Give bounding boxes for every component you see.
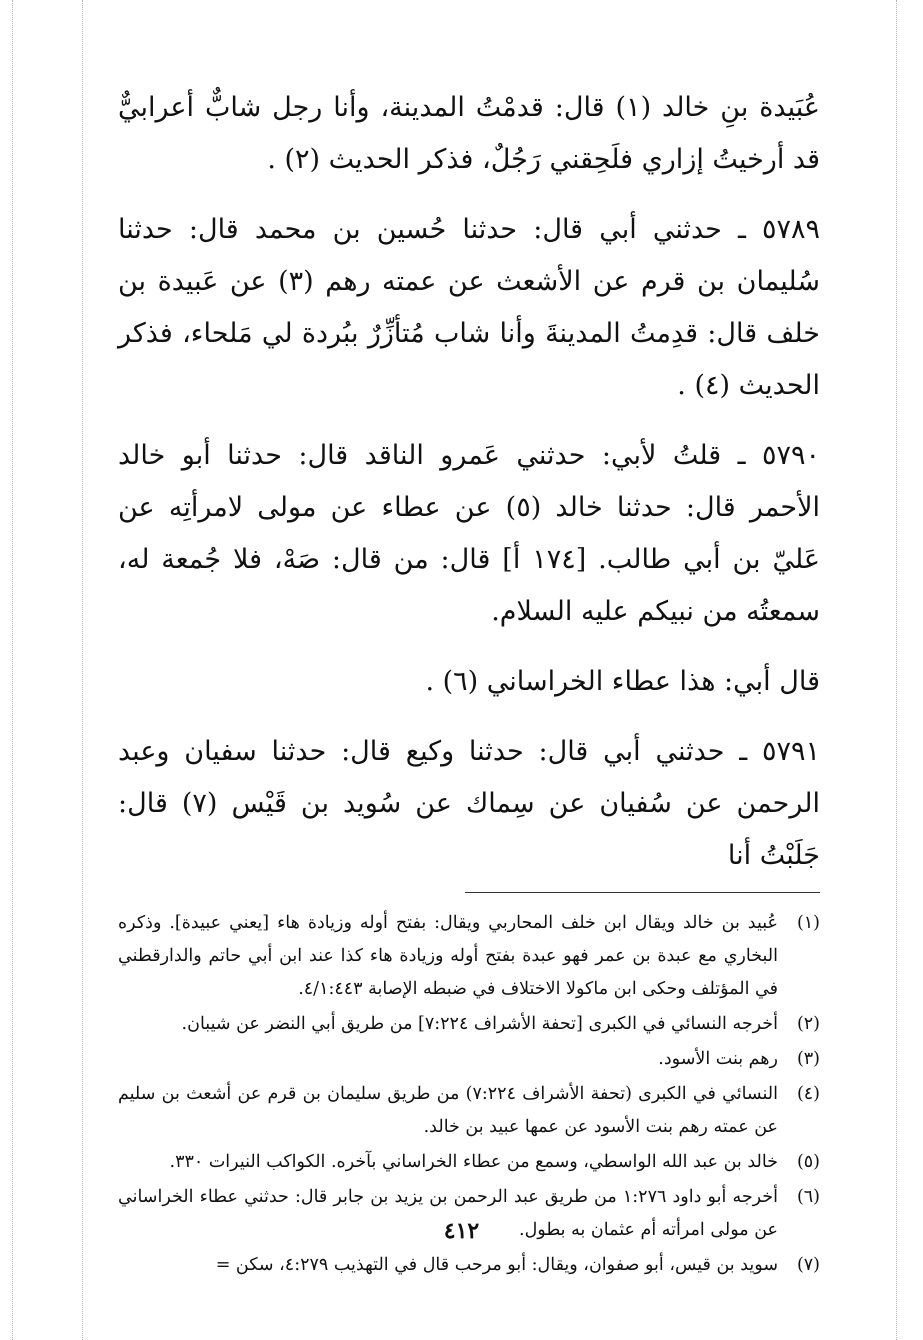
footnote-number: (٤) <box>796 1084 820 1104</box>
footnote-number: (٥) <box>796 1152 820 1172</box>
scan-edge-inner <box>82 0 83 1340</box>
footnote-rule <box>465 892 820 893</box>
comment-paragraph: قال أبي: هذا عطاء الخراساني (٦) . <box>425 666 820 697</box>
hadith-5789: ٥٧٨٩ ـ حدثني أبي قال: حدثنا حُسين بن محمد قال: حدثنا سُليمان بن قرم عن الأشعث عن عمته رهم (٣) عن عَبيدة بن خلف قال: قدِمتُ المدينةَ وأنا شاب مُتأزِّرٌ ببُردة لي مَلحاء، فذكر الحديث (٤) . <box>118 214 820 401</box>
footnote-rule-wrap <box>118 892 820 893</box>
footnote <box>118 1043 820 1076</box>
scan-edge-right <box>896 0 897 1340</box>
paragraph-continuation: عُبَيدة بنِ خالد (١) قال: قدمْتُ المدينة، وأنا رجل شابٌّ أعرابيٌّ قد أرخيتُ إزاري فلَحِقني رَجُلٌ، فذكر الحديث (٢) . <box>118 92 820 175</box>
footnote-text: عُبيد بن خالد ويقال ابن خلف المحاربي ويقال: بفتح أوله وزيادة هاء [يعني عبيدة]. وذكره البخاري مع عبدة بن عمر فهو عبدة بفتح أوله وزيادة هاء كذا عند ابن أبي حاتم والدارقطني في المؤتلف وحكى ابن ماكولا الاختلاف في ضبطه الإصابة ٤/١:٤٤٣. <box>118 913 778 999</box>
footnote-text: النسائي في الكبرى (تحفة الأشراف ٧:٢٢٤) من طريق سليمان بن قرم عن أشعث بن سليم عن عمته رهم بنت الأسود عن عمها عبيد بن خالد. <box>118 1084 778 1137</box>
scan-edge-left <box>12 0 13 1340</box>
page-body <box>118 82 820 1284</box>
footnote-text: رهم بنت الأسود. <box>658 1049 778 1069</box>
footnote-number: (٧) <box>796 1255 820 1275</box>
footnote-number: (١) <box>796 913 820 933</box>
footnote <box>118 1146 820 1179</box>
footnote <box>118 1249 820 1282</box>
footnote-text: خالد بن عبد الله الواسطي، وسمع من عطاء الخراساني بآخره. الكواكب النيرات ٣٣٠. <box>169 1152 778 1172</box>
footnote-number: (٢) <box>796 1014 820 1034</box>
footnote-number: (٦) <box>796 1187 820 1207</box>
hadith-5790: ٥٧٩٠ ـ قلتُ لأبي: حدثني عَمرو الناقد قال: حدثنا أبو خالد الأحمر قال: حدثنا خالد (٥) عن عطاء عن مولى لامرأتِه عن عَليّ بن أبي طالب. [١٧٤ أ] قال: من قال: صَهْ، فلا جُمعة له، سمعتُه من نبيكم عليه السلام. <box>118 440 821 627</box>
page-number: ٤١٢ <box>443 1218 480 1244</box>
footnote <box>118 907 820 1006</box>
footnote <box>118 1078 820 1144</box>
footnote <box>118 1008 820 1041</box>
footnote-text: أخرجه النسائي في الكبرى [تحفة الأشراف ٧:٢٢٤] من طريق أبي النضر عن شيبان. <box>181 1014 778 1034</box>
footnote-text: أخرجه أبو داود ١:٢٧٦ من طريق عبد الرحمن بن يزيد بن جابر قال: حدثني عطاء الخراساني عن مولى امرأته أم عثمان به بطول. <box>118 1187 778 1240</box>
footnote-text: سويد بن قيس، أبو صفوان، ويقال: أبو مرحب قال في التهذيب ٤:٢٧٩، سكن = <box>215 1255 778 1275</box>
footnote-number: (٣) <box>796 1049 820 1069</box>
hadith-5791: ٥٧٩١ ـ حدثني أبي قال: حدثنا وكيع قال: حدثنا سفيان وعبد الرحمن عن سُفيان عن سِماك عن سُويد بن قَيْس (٧) قال: جَلَبْتُ أنا <box>118 736 820 871</box>
